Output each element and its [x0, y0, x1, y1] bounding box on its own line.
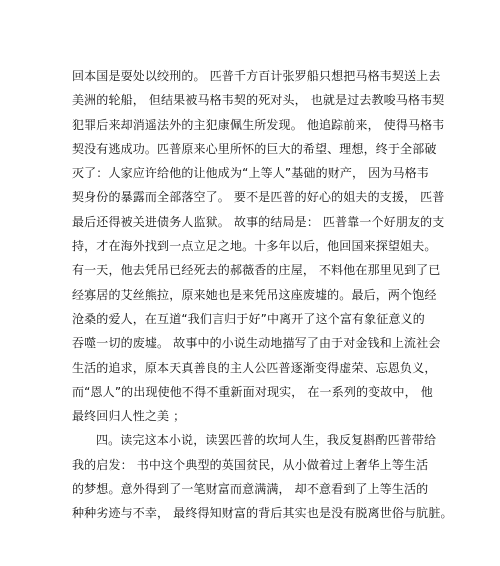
- text-line: 吞噬一切的废墟。 故事中的小说生动地描写了由于对金钱和上流社会: [72, 336, 441, 351]
- text-line: 种种劣迹与不幸， 最终得知财富的背后其实也是没有脱离世俗与肮脏。: [72, 506, 453, 521]
- text-line: 生活的追求，原本天真善良的主人公匹普逐渐变得虚荣、忘恩负义，: [72, 360, 437, 375]
- text-line: 我的启发： 书中这个典型的英国贫民，从小做着过上奢华上等生活: [72, 457, 429, 472]
- text-line: 回本国是耍处以绞刑的。 匹普千方百计张罗船只想把马格韦契送上去: [72, 69, 441, 83]
- text-line: 犯罪后来却消遥法外的主犯康佩生所发现。 他追踪前来， 使得马格韦: [72, 117, 445, 132]
- text-line: 而“恩人”的出现使他不得不重新面对现实， 在一系列的变故中， 他: [72, 384, 433, 399]
- text-line: 美洲的轮船， 但结果被马格韦契的死对头， 也就是过去教唆马格韦契: [72, 93, 445, 108]
- text-line: 的梦想。意外得到了一笔财富而意满满， 却不意看到了上等生活的: [72, 482, 429, 497]
- text-line: 有一天，他去凭吊已经死去的郝薇香的庄屋， 不料他在那里见到了已: [72, 263, 441, 278]
- paragraph-start-line: 四。读完这本小说，读罢匹普的坎坷人生，我反复斟酌匹普带给: [96, 433, 437, 448]
- text-line: 契没有逃成功。匹普原来心里所怀的巨大的希望、理想，终于全部破: [72, 141, 437, 156]
- text-line: 经寡居的艾丝熊拉，原来她也是来凭吊这座废墟的。最后，两个饱经: [72, 287, 437, 302]
- body-text: [72, 64, 453, 526]
- text-line: 持，才在海外找到一点立足之地。十多年以后，他回国来探望姐夫。: [72, 239, 437, 254]
- text-line: 最终回归人性之美 ；: [72, 409, 186, 424]
- text-line: 灭了：人家应许给他的让他成为“上等人”基础的财产， 因为马格韦: [72, 166, 429, 181]
- text-line: 最后还得被关进债务人监狱。 故事的结局是： 匹普靠一个好朋友的支: [72, 214, 445, 229]
- text-line: 沧桑的爱人，在互道“我们言归于好”中离开了这个富有象征意义的: [72, 311, 425, 326]
- text-line: 契身份的暴露而全部落空了。 要不是匹普的好心的姐夫的支援， 匹普: [72, 190, 445, 205]
